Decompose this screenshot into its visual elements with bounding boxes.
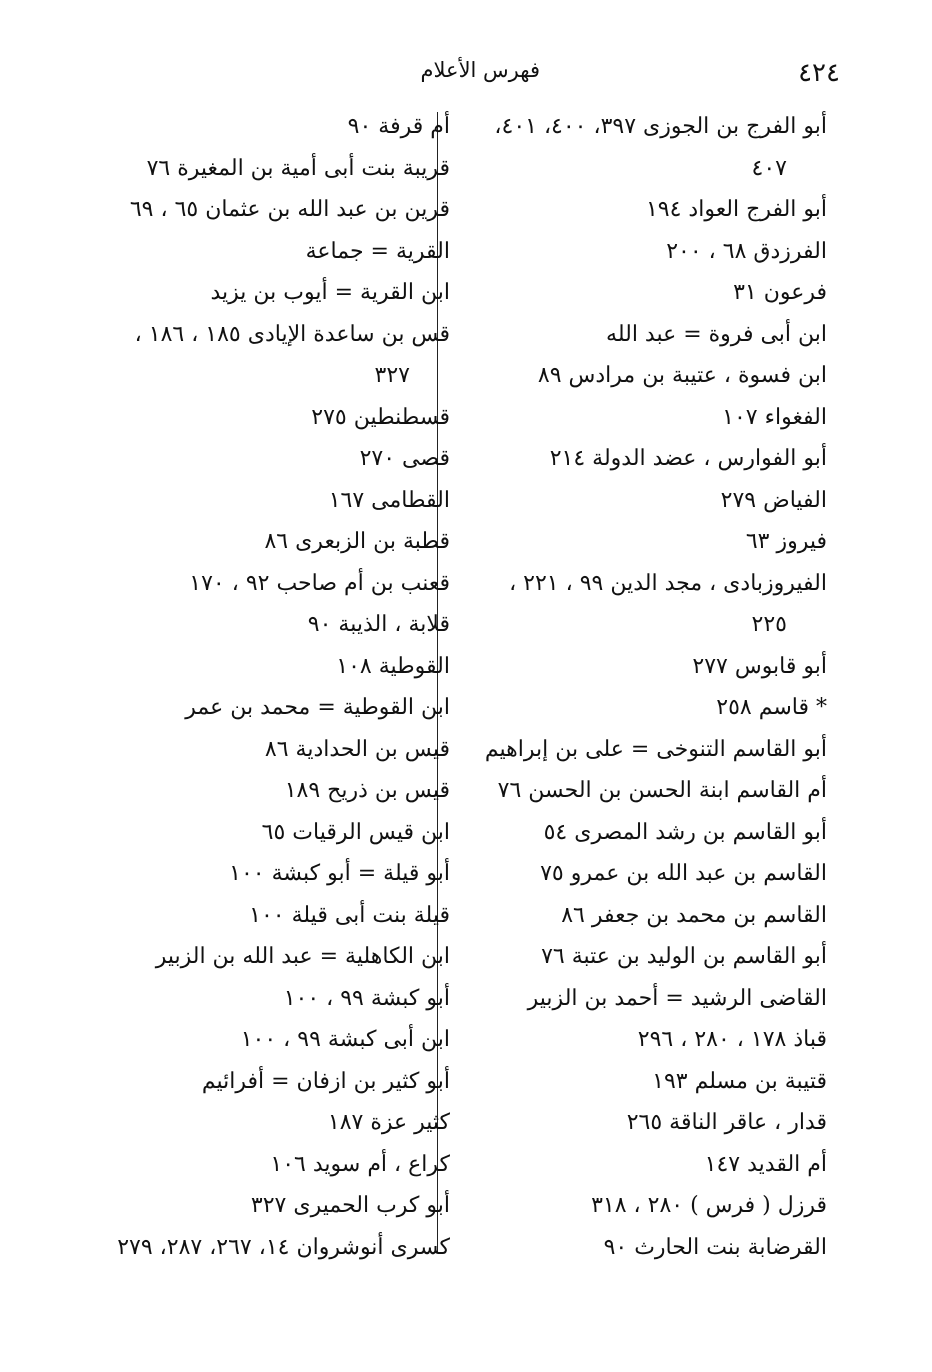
index-entry: قيلة بنت أبى قيلة ١٠٠ xyxy=(249,902,450,928)
index-entry: الفياض ٢٧٩ xyxy=(720,487,827,513)
running-title: فهرس الأعلام xyxy=(420,58,540,82)
index-entry: القوطية ١٠٨ xyxy=(336,653,450,679)
index-entry: * قاسم ٢٥٨ xyxy=(716,695,827,720)
index-entry: القرية = جماعة xyxy=(305,238,450,264)
index-entry: قيس بن الحدادية ٨٦ xyxy=(264,736,450,762)
index-column-left xyxy=(40,106,450,1268)
index-entry: أبو القاسم بن الوليد بن عتبة ٧٦ xyxy=(541,944,827,969)
index-entry: الفرزدق ٦٨ ، ٢٠٠ xyxy=(666,238,827,264)
index-entry: ابن فسوة ، عتيبة بن مرادس ٨٩ xyxy=(537,363,827,388)
index-entry-continuation: ٣٢٧ xyxy=(374,363,410,388)
index-column-right xyxy=(455,106,827,1268)
index-entry: قعنب بن أم صاحب ٩٢ ، ١٧٠ xyxy=(189,570,450,596)
index-entry: قس بن ساعدة الإيادى ١٨٥ ، ١٨٦ ، xyxy=(134,321,450,347)
index-entry: ابن القرية = أيوب بن يزيد xyxy=(210,280,450,305)
index-entry: أبو كبشة ٩٩ ، ١٠٠ xyxy=(283,985,450,1011)
index-entry: ابن أبى فروة = عبد الله xyxy=(606,321,827,347)
index-entry: ابن أبى كبشة ٩٩ ، ١٠٠ xyxy=(240,1027,450,1052)
index-entry: قرزل ( فرس ) ٢٨٠ ، ٣١٨ xyxy=(591,1193,827,1218)
index-entry: قيس بن ذريح ١٨٩ xyxy=(284,778,450,803)
index-entry: أبو كثير بن ازفان = أفرائيم xyxy=(201,1068,450,1094)
index-entry: أم القاسم ابنة الحسن بن الحسن ٧٦ xyxy=(497,778,827,803)
index-entry: أبو قيلة = أبو كبشة ١٠٠ xyxy=(229,861,450,886)
index-entry: قدار ، عاقر الناقة ٢٦٥ xyxy=(626,1110,827,1135)
index-entry: أم قرفة ٩٠ xyxy=(347,114,450,139)
index-entry: قسطنطين ٢٧٥ xyxy=(311,404,450,430)
index-entry: الفغواء ١٠٧ xyxy=(722,404,827,430)
index-entry: أبو قابوس ٢٧٧ xyxy=(692,653,827,679)
index-entry: أبو القاسم بن رشد المصرى ٥٤ xyxy=(543,819,827,845)
index-entry: قلابة ، الذيبة ٩٠ xyxy=(307,612,450,637)
index-entry: قريبة بنت أبى أمية بن المغيرة ٧٦ xyxy=(146,155,450,181)
index-entry: كراع ، أم سويد ١٠٦ xyxy=(270,1151,450,1177)
index-entry: أبو القاسم التنوخى = على بن إبراهيم xyxy=(484,736,827,762)
index-entry: القاسم بن محمد بن جعفر ٨٦ xyxy=(561,902,827,928)
index-entry: الفيروزبادى ، مجد الدين ٩٩ ، ٢٢١ ، xyxy=(509,570,827,596)
index-entry: فرعون ٣١ xyxy=(733,280,827,305)
index-entry: أم القديد ١٤٧ xyxy=(704,1151,827,1177)
index-entry: كسرى أنوشروان ١٤، ٢٦٧، ٢٨٧، ٢٧٩ xyxy=(117,1234,450,1260)
index-entry: القرضابة بنت الحارث ٩٠ xyxy=(603,1234,827,1260)
index-entry: كثير عزة ١٨٧ xyxy=(327,1110,450,1135)
page-number: ٤٢٤ xyxy=(798,58,840,88)
index-entry: فيروز ٦٣ xyxy=(745,529,827,554)
index-entry: أبو الفرج العواد ١٩٤ xyxy=(645,197,827,222)
index-entry: أبو كرب الحميرى ٣٢٧ xyxy=(250,1193,450,1218)
index-entry: قتيبة بن مسلم ١٩٣ xyxy=(652,1068,827,1094)
index-entry-continuation: ٢٢٥ xyxy=(751,612,787,637)
index-entry: القطامى ١٦٧ xyxy=(328,487,450,513)
index-entry: ابن القوطية = محمد بن عمر xyxy=(185,695,450,720)
index-entry: القاسم بن عبد الله بن عمرو ٧٥ xyxy=(540,861,827,886)
index-entry: أبو الفوارس ، عضد الدولة ٢١٤ xyxy=(549,446,827,471)
index-entry-continuation: ٤٠٧ xyxy=(751,155,787,181)
index-entry: قطبة بن الزبعرى ٨٦ xyxy=(264,529,450,554)
index-entry: ابن الكاهلية = عبد الله بن الزبير xyxy=(155,944,450,969)
page-header xyxy=(60,52,840,92)
index-entry: قصى ٢٧٠ xyxy=(359,446,450,471)
index-entry: قباذ ١٧٨ ، ٢٨٠ ، ٢٩٦ xyxy=(637,1027,827,1052)
index-entry: أبو الفرج بن الجوزى ٣٩٧، ٤٠٠، ٤٠١، xyxy=(494,114,827,139)
index-entry: قرين بن عبد الله بن عثمان ٦٥ ، ٦٩ xyxy=(129,197,450,222)
index-entry: ابن قيس الرقيات ٦٥ xyxy=(261,819,450,845)
index-entry: القاضى الرشيد = أحمد بن الزبير xyxy=(527,985,827,1011)
